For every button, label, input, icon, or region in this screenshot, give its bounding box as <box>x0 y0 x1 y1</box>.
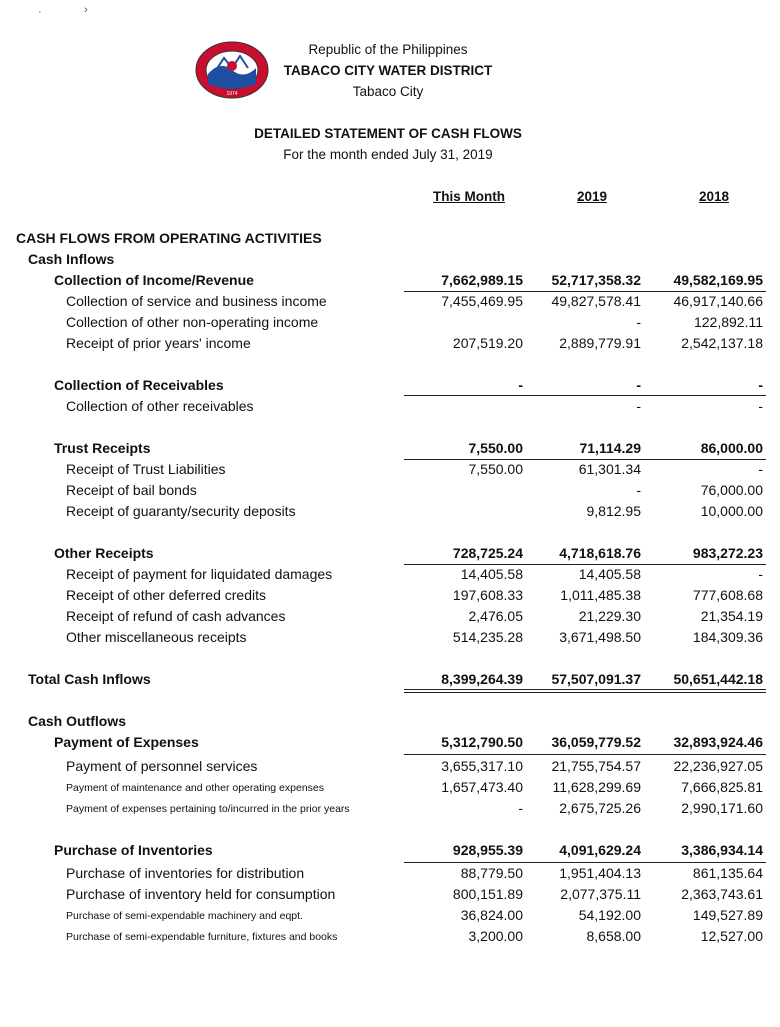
row-label: Cash Inflows <box>28 251 115 267</box>
row-label: Payment of maintenance and other operating expenses <box>66 782 325 794</box>
row-label: Purchase of inventories for distribution <box>66 865 305 881</box>
value-2019: 21,229.30 <box>578 608 641 624</box>
detail-row <box>0 779 780 800</box>
value-this-month: 3,655,317.10 <box>441 758 523 774</box>
subsection-cash-inflows <box>0 251 780 272</box>
detail-row <box>0 758 780 779</box>
value-2018: 7,666,825.81 <box>681 779 763 795</box>
row-label: Receipt of guaranty/security deposits <box>66 503 296 519</box>
detail-row <box>0 566 780 587</box>
value-2018: 21,354.19 <box>700 608 763 624</box>
value-2018: 777,608.68 <box>692 587 763 603</box>
value-2018: 86,000.00 <box>700 440 763 456</box>
value-2018: 122,892.11 <box>693 314 763 330</box>
value-this-month: 88,779.50 <box>460 865 523 881</box>
column-header-this-month: This Month <box>433 189 505 204</box>
value-this-month: 728,725.24 <box>452 545 523 561</box>
row-label: Receipt of payment for liquidated damages <box>66 566 333 582</box>
row-label: Cash Outflows <box>28 713 127 729</box>
value-2019: 2,889,779.91 <box>559 335 641 351</box>
group-underline <box>404 291 766 292</box>
detail-row <box>0 865 780 886</box>
header-republic: Republic of the Philippines <box>308 42 468 57</box>
value-2018: - <box>758 398 763 414</box>
total-double-underline <box>404 689 766 693</box>
detail-row <box>0 398 780 419</box>
value-2019: 4,091,629.24 <box>559 842 641 858</box>
value-2019: 2,077,375.11 <box>560 886 641 902</box>
value-2018: 76,000.00 <box>700 482 763 498</box>
section-heading-operating <box>0 230 780 251</box>
row-label: Collection of other non-operating income <box>66 314 319 330</box>
value-this-month: 7,662,989.15 <box>441 272 523 288</box>
scan-mark: · <box>38 6 42 18</box>
subsection-cash-outflows <box>0 713 780 734</box>
value-2018: 32,893,924.46 <box>673 734 763 750</box>
row-label: Receipt of other deferred credits <box>66 587 266 603</box>
value-2019: - <box>636 314 641 330</box>
detail-row <box>0 335 780 356</box>
detail-row <box>0 314 780 335</box>
row-label: Purchase of semi-expendable machinery and eqpt. <box>66 910 303 922</box>
column-header-2019: 2019 <box>576 189 607 204</box>
group-underline <box>404 754 766 755</box>
group-row-payment-expenses <box>0 734 780 755</box>
row-label: Collection of Receivables <box>54 377 224 393</box>
row-label: Receipt of refund of cash advances <box>66 608 286 624</box>
value-2019: 1,011,485.38 <box>560 587 641 603</box>
detail-row <box>0 907 780 928</box>
value-2018: - <box>758 566 763 582</box>
row-label: Receipt of prior years' income <box>66 335 251 351</box>
value-this-month: 36,824.00 <box>460 907 523 923</box>
row-label: Purchase of Inventories <box>54 842 213 858</box>
value-2018: 184,309.36 <box>692 629 763 645</box>
value-2019: 11,628,299.69 <box>552 779 641 795</box>
row-label: Total Cash Inflows <box>28 671 151 687</box>
value-this-month: 514,235.28 <box>452 629 523 645</box>
detail-row <box>0 800 780 821</box>
value-2019: 52,717,358.32 <box>551 272 641 288</box>
group-underline <box>404 862 766 863</box>
value-2019: 4,718,618.76 <box>559 545 641 561</box>
group-row-trust <box>0 440 780 461</box>
statement-title: DETAILED STATEMENT OF CASH FLOWS <box>254 126 522 141</box>
detail-row <box>0 461 780 482</box>
value-2018: 46,917,140.66 <box>673 293 763 309</box>
detail-row <box>0 482 780 503</box>
detail-row <box>0 293 780 314</box>
value-2019: 21,755,754.57 <box>551 758 641 774</box>
row-label: Payment of personnel services <box>66 758 258 774</box>
value-2018: 10,000.00 <box>700 503 763 519</box>
value-2018: 49,582,169.95 <box>673 272 763 288</box>
value-this-month: 197,608.33 <box>452 587 523 603</box>
value-2019: 61,301.34 <box>578 461 641 477</box>
row-label: Collection of service and business income <box>66 293 327 309</box>
value-this-month: 3,200.00 <box>468 928 523 944</box>
group-underline <box>404 395 766 396</box>
row-label: Trust Receipts <box>54 440 151 456</box>
row-label: Other miscellaneous receipts <box>66 629 247 645</box>
value-2019: 57,507,091.37 <box>551 671 641 687</box>
value-this-month: 2,476.05 <box>468 608 523 624</box>
row-label: Purchase of inventory held for consumption <box>66 886 336 902</box>
row-label: Receipt of Trust Liabilities <box>66 461 226 477</box>
value-2019: 36,059,779.52 <box>551 734 641 750</box>
value-2018: 983,272.23 <box>692 545 763 561</box>
value-2019: 14,405.58 <box>578 566 641 582</box>
value-2019: - <box>636 482 641 498</box>
row-label: CASH FLOWS FROM OPERATING ACTIVITIES <box>16 230 322 246</box>
value-2019: 3,671,498.50 <box>559 629 641 645</box>
value-this-month: 7,550.00 <box>468 440 523 456</box>
value-2019: 2,675,725.26 <box>559 800 641 816</box>
header-agency: TABACO CITY WATER DISTRICT <box>283 63 493 78</box>
value-this-month: - <box>518 377 523 393</box>
value-this-month: 7,455,469.95 <box>441 293 523 309</box>
value-2018: 50,651,442.18 <box>673 671 763 687</box>
value-2018: 149,527.89 <box>692 907 763 923</box>
detail-row <box>0 503 780 524</box>
value-2018: 22,236,927.05 <box>673 758 763 774</box>
value-this-month: 800,151.89 <box>452 886 523 902</box>
row-label: Payment of Expenses <box>54 734 199 750</box>
header-city: Tabaco City <box>352 84 424 99</box>
column-header-2018: 2018 <box>698 189 729 204</box>
value-2018: 3,386,934.14 <box>681 842 763 858</box>
value-this-month: 5,312,790.50 <box>441 734 523 750</box>
statement-period: For the month ended July 31, 2019 <box>283 147 493 162</box>
row-label: Collection of other receivables <box>66 398 254 414</box>
group-underline <box>404 564 766 565</box>
value-2018: 861,135.64 <box>692 865 763 881</box>
svg-text:1974: 1974 <box>226 91 238 97</box>
value-2019: - <box>636 377 641 393</box>
value-this-month: 928,955.39 <box>452 842 523 858</box>
value-this-month: 207,519.20 <box>452 335 523 351</box>
value-2019: 54,192.00 <box>578 907 641 923</box>
value-this-month: - <box>518 800 523 816</box>
value-2019: 8,658.00 <box>586 928 641 944</box>
row-label: Purchase of semi-expendable furniture, fixtures and books <box>66 931 338 943</box>
detail-row <box>0 886 780 907</box>
group-row-inventories <box>0 842 780 863</box>
detail-row <box>0 928 780 949</box>
row-label: Other Receipts <box>54 545 154 561</box>
value-2018: - <box>758 377 763 393</box>
detail-row <box>0 587 780 608</box>
value-this-month: 1,657,473.40 <box>441 779 523 795</box>
row-label: Collection of Income/Revenue <box>54 272 254 288</box>
value-this-month: 14,405.58 <box>460 566 523 582</box>
value-2018: 12,527.00 <box>700 928 763 944</box>
value-2019: - <box>636 398 641 414</box>
value-2019: 49,827,578.41 <box>551 293 641 309</box>
value-2019: 71,114.29 <box>579 440 641 456</box>
value-this-month: 7,550.00 <box>468 461 523 477</box>
value-this-month: 8,399,264.39 <box>441 671 523 687</box>
detail-row <box>0 629 780 650</box>
value-2018: - <box>758 461 763 477</box>
detail-row <box>0 608 780 629</box>
group-row-other-receipts <box>0 545 780 566</box>
scan-mark: › <box>84 4 88 16</box>
group-underline <box>404 459 766 460</box>
value-2018: 2,542,137.18 <box>681 335 763 351</box>
group-row-income <box>0 272 780 293</box>
value-2018: 2,990,171.60 <box>681 800 763 816</box>
row-label: Receipt of bail bonds <box>66 482 197 498</box>
value-2019: 9,812.95 <box>586 503 641 519</box>
value-2019: 1,951,404.13 <box>559 865 641 881</box>
value-2018: 2,363,743.61 <box>681 886 763 902</box>
row-label: Payment of expenses pertaining to/incurred in the prior years <box>66 803 350 815</box>
